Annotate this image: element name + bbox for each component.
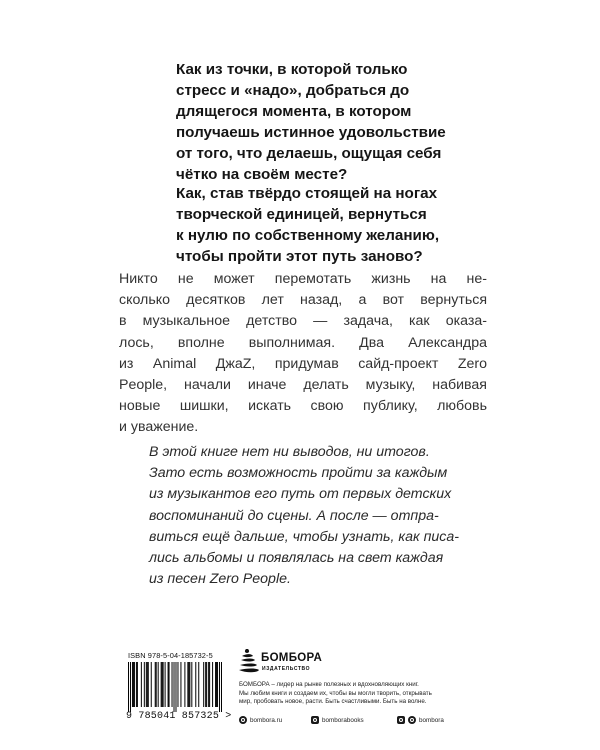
- paragraph-line: Никто не может перемотать жизнь на не-: [119, 271, 487, 287]
- description-paragraph: [119, 269, 487, 439]
- question-line: получаешь истинное удовольствие: [176, 124, 446, 141]
- barcode-bar: [212, 662, 213, 707]
- barcode-bar: [168, 662, 169, 707]
- question-line: чтобы пройти этот путь заново?: [176, 248, 423, 265]
- barcode-bar: [209, 662, 210, 707]
- barcode-bar: [215, 662, 216, 707]
- barcode-bar: [137, 662, 138, 707]
- globe-icon: [239, 716, 247, 724]
- barcode-bar: [219, 662, 220, 712]
- barcode-bar: [169, 662, 170, 707]
- barcode-bar: [177, 662, 178, 707]
- barcode-bar: [136, 662, 137, 707]
- publisher-social-links: [239, 716, 479, 728]
- barcode-bars: [128, 662, 222, 712]
- barcode-bar: [163, 662, 164, 707]
- barcode-bar: [217, 662, 218, 707]
- italic-line: виться ещё дальше, чтобы узнать, как писа-: [149, 528, 460, 545]
- question-line: Как из точки, в которой только: [176, 61, 408, 78]
- paragraph-line: из Animal ДжаZ, придумав сайд-проект Zero: [119, 355, 487, 372]
- barcode-bar: [147, 662, 148, 707]
- question-line: от того, что делаешь, ощущая себя: [176, 145, 442, 162]
- instagram-icon: [311, 716, 319, 724]
- paragraph-line: и уважение.: [119, 419, 199, 436]
- barcode-bar: [175, 662, 176, 712]
- barcode-bar: [198, 662, 199, 707]
- publisher-name: БОМБОРА: [261, 652, 323, 664]
- barcode-bar: [158, 662, 159, 707]
- barcode-bar: [134, 662, 135, 707]
- website-link[interactable]: [239, 716, 282, 724]
- barcode-bar: [216, 662, 217, 707]
- italic-line: из музыкантов его путь от первых детских: [149, 486, 452, 503]
- barcode-digits: 9 785041 857325 >: [126, 711, 232, 722]
- paragraph-line: People, начали иначе делать музыку, набивая: [119, 377, 487, 394]
- publisher-subtitle: ИЗДАТЕЛЬСТВО: [262, 666, 311, 672]
- isbn-label: ISBN 978-5-04-185732-5: [128, 651, 213, 660]
- telegram-icon: [408, 716, 416, 724]
- italic-line: воспоминаний до сцены. А после — отпра-: [149, 507, 439, 524]
- barcode-bar: [174, 662, 175, 712]
- barcode-bar: [206, 662, 207, 707]
- question-block-2: [176, 183, 486, 267]
- barcode-bar: [188, 662, 189, 707]
- italic-line: В этой книге нет ни выводов, ни итогов.: [149, 444, 430, 460]
- question-line: длящегося момента, в котором: [176, 103, 412, 120]
- instagram-link[interactable]: [311, 716, 364, 724]
- website-label: bombora.ru: [250, 716, 283, 724]
- barcode-bar: [195, 662, 196, 707]
- italic-line: из песен Zero People.: [149, 571, 291, 588]
- publisher-description: [239, 681, 479, 707]
- paragraph-line: в музыкальное детство — задача, как оказа-: [119, 313, 487, 330]
- publisher-logo: [238, 648, 323, 676]
- paragraph-line: лось, вполне выполнимая. Два Александра: [119, 334, 487, 351]
- barcode-bar: [144, 662, 145, 707]
- barcode-bar: [180, 662, 181, 707]
- barcode-bar: [162, 662, 163, 707]
- isbn-barcode: [126, 651, 232, 722]
- barcode-bar: [165, 662, 166, 707]
- italic-line: лись альбомы и появлялась на свет каждая: [149, 550, 444, 567]
- italic-line: Зато есть возможность пройти за каждым: [149, 465, 448, 482]
- instagram-label: bomborabooks: [322, 716, 364, 724]
- barcode-bar: [208, 662, 209, 707]
- description-line: БОМБОРА – лидер на рынке полезных и вдохновляющих книг.: [239, 681, 419, 688]
- barcode-bar: [187, 662, 188, 707]
- barcode-bar: [128, 662, 129, 712]
- bombora-logo-icon: [238, 648, 260, 674]
- barcode-bar: [151, 662, 152, 707]
- barcode-bar: [130, 662, 131, 712]
- barcode-bar: [155, 662, 156, 707]
- barcode-bar: [156, 662, 157, 707]
- barcode-bar: [141, 662, 142, 707]
- question-line: чётко на своём месте?: [176, 166, 348, 183]
- question-line: к нулю по собственному желанию,: [176, 227, 440, 244]
- description-line: Мы любим книги и создаем их, чтобы вы могли творить, открывать: [239, 689, 432, 697]
- barcode-bar: [191, 662, 192, 707]
- barcode-bar: [148, 662, 149, 707]
- barcode-bar: [189, 662, 190, 707]
- barcode-bar: [205, 662, 206, 707]
- italic-teaser: [149, 442, 479, 590]
- barcode-bar: [203, 662, 204, 707]
- barcode-bar: [161, 662, 162, 707]
- question-line: творческой единицей, вернуться: [176, 206, 427, 223]
- question-line: Как, став твёрдо стоящей на ногах: [176, 185, 438, 202]
- barcode-bar: [132, 662, 133, 707]
- paragraph-line: сколько десятков лет назад, а вот вернуться: [119, 292, 487, 309]
- question-line: стресс и «надо», добраться до: [176, 82, 410, 99]
- vk-telegram-label: bombora: [419, 716, 444, 724]
- barcode-bar: [172, 662, 173, 707]
- vk-icon: [397, 716, 405, 724]
- question-block-1: [176, 59, 486, 185]
- barcode-bar: [133, 662, 134, 707]
- paragraph-line: новые шишки, искать свою публику, любовь: [119, 398, 487, 415]
- barcode-bar: [184, 662, 185, 707]
- vk-telegram-link[interactable]: [397, 716, 444, 724]
- barcode-bar: [221, 662, 222, 712]
- barcode-bar: [146, 662, 147, 707]
- description-line: мир, пробовать новое, расти. Быть счастливыми. Быть на волне.: [239, 698, 427, 706]
